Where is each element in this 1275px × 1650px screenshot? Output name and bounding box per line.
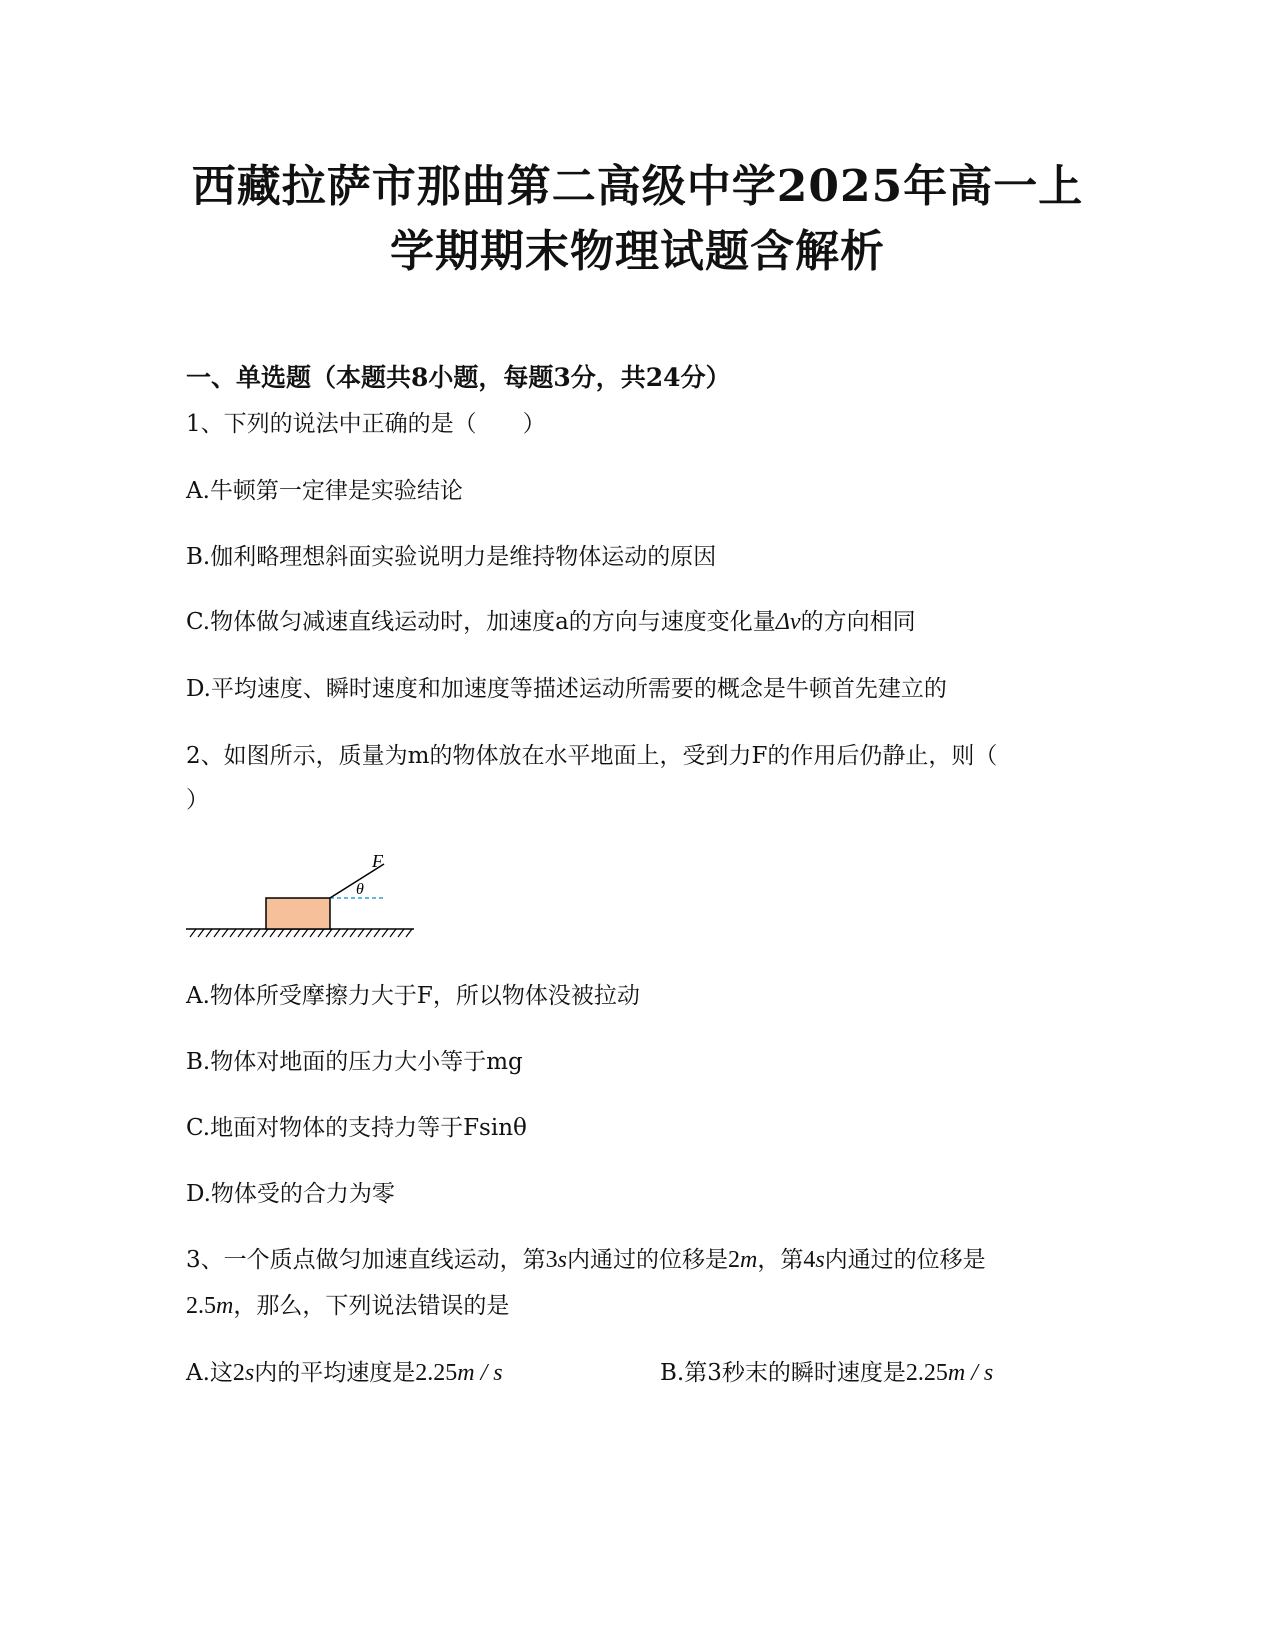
q1-option-a: A.牛顿第一定律是实验结论 — [186, 478, 463, 504]
q3-text: ，那么，下列说法错误的是 — [233, 1293, 510, 1319]
q2-option-d: D.物体受的合力为零 — [186, 1181, 395, 1207]
q3-unit-s: s — [815, 1247, 825, 1273]
q3-unit-m: m — [739, 1247, 758, 1273]
q3-num: 2.25 — [415, 1360, 458, 1386]
q2-option-a: A.物体所受摩擦力大于F，所以物体没被拉动 — [186, 983, 640, 1009]
ground-hatching — [190, 929, 412, 937]
q2-option-b: B.物体对地面的压力大小等于mg — [186, 1049, 523, 1075]
q3-unit-ms: m / s — [947, 1360, 994, 1386]
q3-num: 2 — [727, 1247, 740, 1273]
q3-a-text: 内的平均速度是 — [254, 1360, 416, 1386]
q1-option-d: D.平均速度、瞬时速度和加速度等描述运动所需要的概念是牛顿首先建立的 — [186, 676, 947, 702]
q3-option-b — [660, 1354, 993, 1387]
force-label: F — [372, 851, 383, 871]
delta-v-symbol: Δv — [775, 609, 801, 635]
angle-label: θ — [356, 881, 364, 898]
page-title-line2: 学期期末物理试题含解析 — [390, 226, 885, 277]
q1-option-b: B.伽利略理想斜面实验说明力是维持物体运动的原因 — [186, 544, 717, 570]
q3-stem — [186, 1241, 986, 1274]
q3-stem-cont — [186, 1287, 509, 1320]
q1-option-c-text: C.物体做匀减速直线运动时，加速度a的方向与速度变化量 — [186, 609, 776, 635]
q3-num: 2.5 — [186, 1293, 216, 1319]
q1-option-c — [186, 603, 916, 636]
q2-stem-cont: ） — [186, 787, 209, 813]
q3-text: 内通过的位移是 — [566, 1247, 728, 1273]
q1-stem: 1、下列的说法中正确的是（ ） — [186, 411, 546, 437]
q2-option-c: C.地面对物体的支持力等于Fsinθ — [186, 1115, 527, 1141]
q3-num: 2.25 — [905, 1360, 948, 1386]
q3-text: 3、一个质点做匀加速直线运动，第 — [186, 1247, 546, 1273]
q2-stem: 2、如图所示，质量为m的物体放在水平地面上，受到力F的作用后仍静止，则（ — [186, 743, 998, 769]
q3-text: 内通过的位移是 — [824, 1247, 986, 1273]
page-title-line1: 西藏拉萨市那曲第二高级中学2025年高一上 — [191, 161, 1084, 212]
q3-num: 3 — [545, 1247, 558, 1273]
q3-text: ，第 — [757, 1247, 804, 1273]
q3-unit-m: m — [216, 1293, 234, 1319]
q3-num: 2 — [232, 1360, 245, 1386]
q3-unit-s: s — [557, 1247, 567, 1273]
q3-num: 4 — [803, 1247, 816, 1273]
section-heading: 一、单选题（本题共8小题，每题3分，共24分） — [186, 363, 731, 392]
q3-a-text: A.这 — [186, 1360, 233, 1386]
q2-figure — [186, 851, 426, 945]
q3-unit-s: s — [244, 1360, 255, 1386]
q1-option-c-text-end: 的方向相同 — [800, 609, 916, 635]
q3-unit-ms: m / s — [457, 1360, 503, 1386]
q3-b-text: B.第3秒末的瞬时速度是 — [660, 1360, 906, 1386]
block — [266, 898, 330, 929]
q3-option-a — [186, 1354, 503, 1387]
